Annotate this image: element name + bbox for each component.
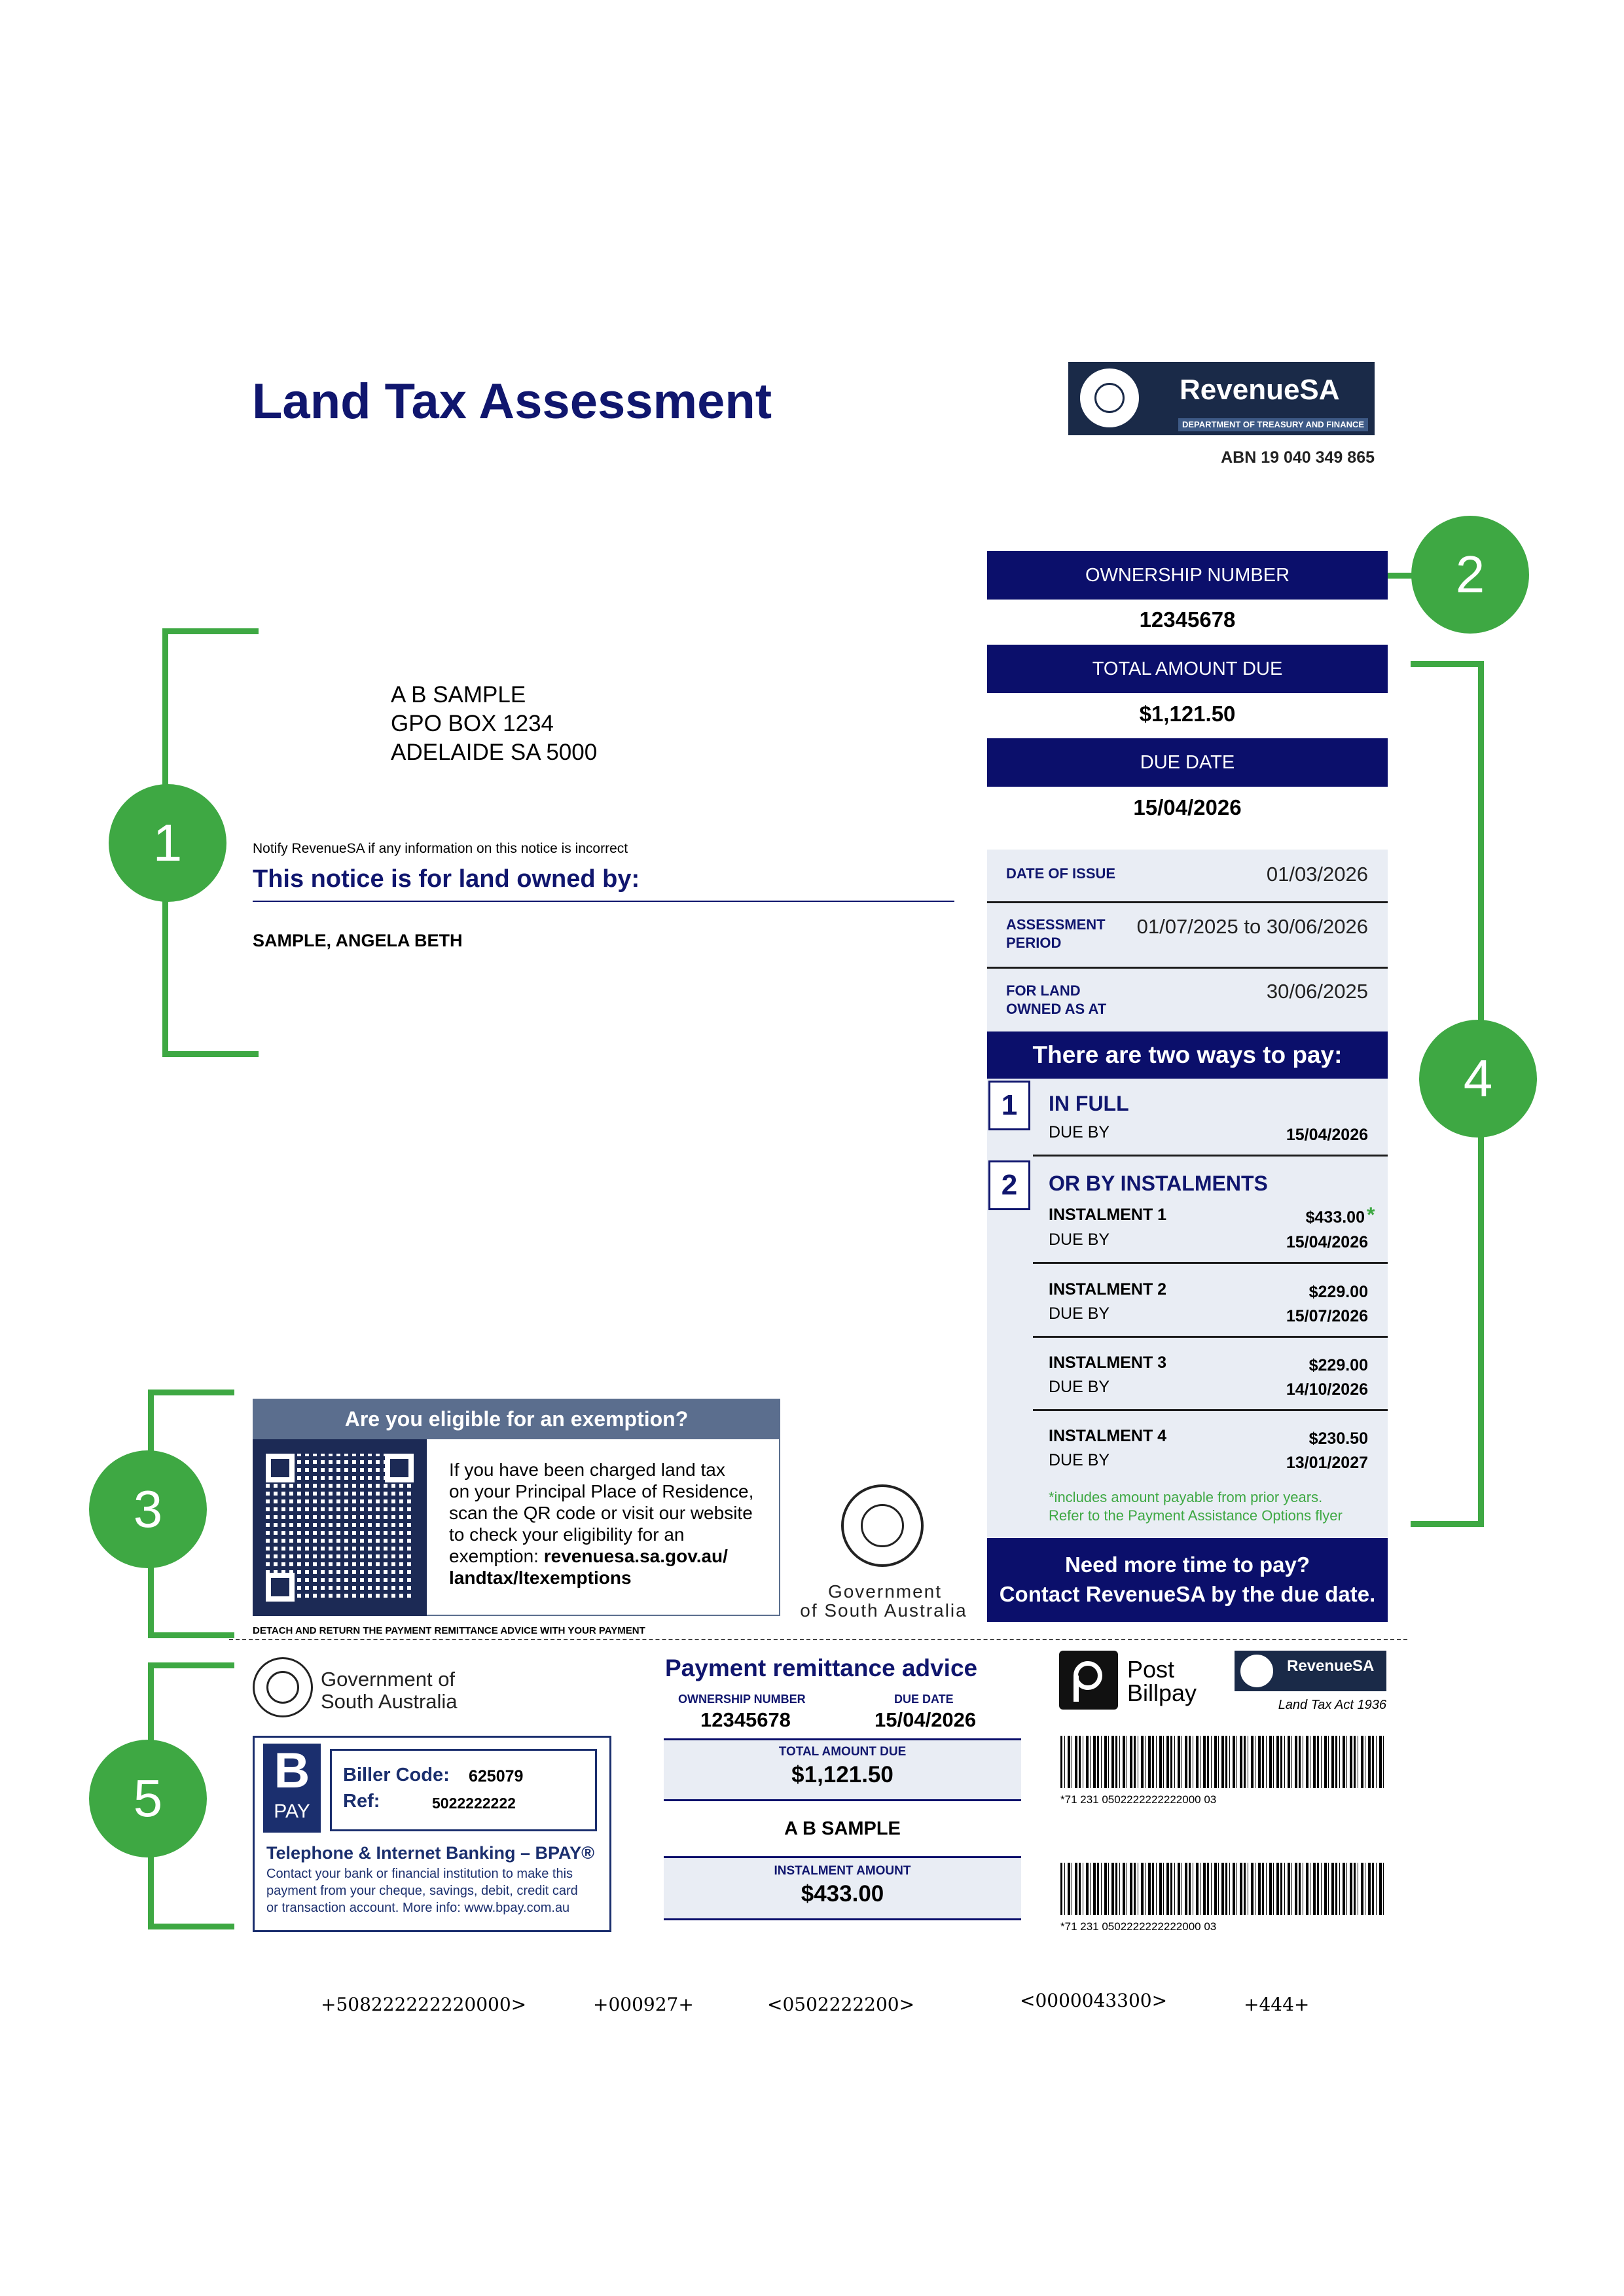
exemption-text-3: scan the QR code or visit our website (449, 1503, 753, 1523)
instalment-1-due-label: DUE BY (1049, 1230, 1110, 1249)
footnote-1: *includes amount payable from prior years. (1049, 1489, 1323, 1505)
barcode-1 (1060, 1736, 1386, 1788)
instalment-1-date: 15/04/2026 (1286, 1233, 1368, 1251)
remit-due-label: DUE DATE (894, 1693, 954, 1706)
instalment-4-amount: $230.50 (1308, 1429, 1368, 1448)
instalment-1-amount: $433.00 (1305, 1208, 1365, 1227)
ref-value: 5022222222 (432, 1795, 516, 1812)
more-time-box (987, 1538, 1388, 1622)
instalment-1-label: INSTALMENT 1 (1049, 1206, 1167, 1224)
gov-sa-line-1: Government (827, 1581, 943, 1602)
owned-as-at-label-1: FOR LAND (1006, 982, 1081, 999)
biller-code: 625079 (469, 1767, 524, 1785)
qr-code-icon (253, 1439, 427, 1616)
exemption-text-2: on your Principal Place of Residence, (449, 1481, 754, 1501)
marker-5: 5 (89, 1740, 207, 1857)
option-2-title: OR BY INSTALMENTS (1049, 1172, 1268, 1195)
asterisk: * (1367, 1203, 1375, 1227)
biller-code-label: Biller Code: (343, 1765, 450, 1785)
owned-as-at: 30/06/2025 (1266, 980, 1368, 1003)
more-time-line-2: Contact RevenueSA by the due date. (999, 1582, 1376, 1606)
bpay-heading: Telephone & Internet Banking – BPAY® (266, 1843, 594, 1863)
option-1-due-label: DUE BY (1049, 1123, 1110, 1141)
bpay-text-3: or transaction account. More info: www.bpay.com.au (266, 1901, 570, 1915)
page-title: Land Tax Assessment (252, 374, 772, 429)
remit-due-date: 15/04/2026 (875, 1708, 977, 1731)
ownership-number-label: OWNERSHIP NUMBER (987, 551, 1388, 600)
assessment-period-label-2: PERIOD (1006, 935, 1062, 951)
instalment-3-due-label: DUE BY (1049, 1378, 1110, 1396)
instalment-2-amount: $229.00 (1308, 1283, 1368, 1301)
total-amount-label: TOTAL AMOUNT DUE (987, 645, 1388, 693)
option-2-number: 2 (988, 1160, 1030, 1210)
barcode-2-text: *71 231 0502222222222000 03 (1060, 1920, 1217, 1933)
address-line-1: A B SAMPLE (391, 682, 526, 708)
micr-field-1: +508222222220000> (321, 1994, 527, 2015)
gov-sa-seal-icon (841, 1484, 924, 1567)
instalment-4-date: 13/01/2027 (1286, 1454, 1368, 1472)
remit-revenuesa-logo (1235, 1651, 1386, 1691)
remit-instalment-amount: $433.00 (801, 1881, 884, 1907)
barcode-1-text: *71 231 0502222222222000 03 (1060, 1793, 1217, 1806)
land-tax-act: Land Tax Act 1936 (1278, 1698, 1386, 1712)
exemption-link-1[interactable]: revenuesa.sa.gov.au/ (543, 1546, 728, 1566)
address-line-3: ADELAIDE SA 5000 (391, 740, 598, 765)
assessment-period-label-1: ASSESSMENT (1006, 916, 1106, 933)
remit-logo-name: RevenueSA (1287, 1657, 1375, 1675)
notify-text: Notify RevenueSA if any information on this notice is incorrect (253, 841, 628, 856)
instalment-3-amount: $229.00 (1308, 1356, 1368, 1374)
logo-subtitle: DEPARTMENT OF TREASURY AND FINANCE (1178, 418, 1368, 431)
instalment-4-label: INSTALMENT 4 (1049, 1427, 1167, 1445)
instalment-3-date: 14/10/2026 (1286, 1380, 1368, 1399)
marker-3: 3 (89, 1450, 207, 1568)
option-1-due: 15/04/2026 (1286, 1126, 1368, 1144)
post-billpay-line-2: Billpay (1127, 1679, 1197, 1706)
exemption-link-2[interactable]: landtax/ltexemptions (449, 1568, 632, 1588)
option-1-title: IN FULL (1049, 1092, 1129, 1115)
remit-gov-seal-icon (253, 1657, 313, 1717)
assessment-period: 01/07/2025 to 30/06/2026 (1136, 915, 1368, 938)
micr-field-4: <0000043300> (1020, 1990, 1168, 2011)
bpay-logo (263, 1744, 321, 1833)
post-billpay-icon (1059, 1651, 1118, 1710)
bpay-logo-b: B (274, 1743, 310, 1799)
marker-4: 4 (1419, 1020, 1537, 1138)
date-of-issue-label: DATE OF ISSUE (1006, 865, 1116, 882)
micr-field-5: +444+ (1244, 1994, 1310, 2015)
post-billpay-line-1: Post (1127, 1656, 1175, 1683)
detach-line (229, 1639, 1407, 1640)
instalment-2-due-label: DUE BY (1049, 1304, 1110, 1323)
date-of-issue: 01/03/2026 (1266, 863, 1368, 886)
bpay-logo-pay: PAY (274, 1801, 310, 1822)
barcode-2 (1060, 1863, 1386, 1915)
logo-name: RevenueSA (1180, 374, 1340, 406)
revenuesa-logo (1068, 362, 1375, 435)
instalment-2-label: INSTALMENT 2 (1049, 1280, 1167, 1299)
remit-gov-line-1: Government of (321, 1668, 456, 1691)
exemption-text-4: to check your eligibility for an (449, 1524, 685, 1545)
remit-total-label: TOTAL AMOUNT DUE (778, 1745, 907, 1759)
biller-box (330, 1749, 597, 1831)
remittance-title: Payment remittance advice (665, 1655, 978, 1681)
pay-heading: There are two ways to pay: (987, 1031, 1388, 1079)
due-date-label: DUE DATE (987, 738, 1388, 787)
instalment-2-date: 15/07/2026 (1286, 1307, 1368, 1325)
notice-heading: This notice is for land owned by: (253, 865, 640, 893)
total-amount: $1,121.50 (1139, 702, 1236, 726)
remit-seal-icon (1238, 1653, 1275, 1689)
abn: ABN 19 040 349 865 (1221, 448, 1375, 467)
remit-gov-line-2: South Australia (321, 1690, 458, 1713)
remit-instalment-label: INSTALMENT AMOUNT (774, 1864, 911, 1878)
remit-ownership-number: 12345678 (700, 1708, 791, 1731)
bpay-text-2: payment from your cheque, savings, debit, credit card (266, 1884, 578, 1898)
bpay-text-1: Contact your bank or financial institution to make this (266, 1867, 573, 1881)
notice-rule (253, 901, 954, 902)
address-line-2: GPO BOX 1234 (391, 711, 554, 736)
ref-label: Ref: (343, 1791, 380, 1812)
marker-2: 2 (1411, 516, 1529, 634)
remit-ownership-label: OWNERSHIP NUMBER (678, 1693, 806, 1706)
instalment-4-due-label: DUE BY (1049, 1451, 1110, 1469)
remit-total-amount: $1,121.50 (791, 1762, 893, 1787)
instalment-3-label: INSTALMENT 3 (1049, 1354, 1167, 1372)
remit-name: A B SAMPLE (784, 1818, 901, 1839)
exemption-text-1: If you have been charged land tax (449, 1460, 725, 1480)
owner-name: SAMPLE, ANGELA BETH (253, 931, 463, 950)
gov-sa-line-2: of South Australia (800, 1600, 967, 1621)
option-1-number: 1 (988, 1081, 1030, 1130)
due-date: 15/04/2026 (1133, 795, 1242, 819)
exemption-heading: Are you eligible for an exemption? (253, 1399, 780, 1439)
micr-field-3: <0502222200> (767, 1994, 915, 2015)
micr-field-2: +000927+ (593, 1994, 694, 2015)
seal-icon (1077, 366, 1142, 430)
footnote-2: Refer to the Payment Assistance Options flyer (1049, 1507, 1343, 1524)
ownership-number: 12345678 (1139, 607, 1236, 632)
exemption-text-5: exemption: (449, 1546, 539, 1566)
marker-1: 1 (109, 784, 226, 902)
owned-as-at-label-2: OWNED AS AT (1006, 1001, 1107, 1017)
more-time-line-1: Need more time to pay? (1064, 1552, 1310, 1577)
detach-instruction: DETACH AND RETURN THE PAYMENT REMITTANCE ADVICE WITH YOUR PAYMENT (253, 1625, 645, 1636)
